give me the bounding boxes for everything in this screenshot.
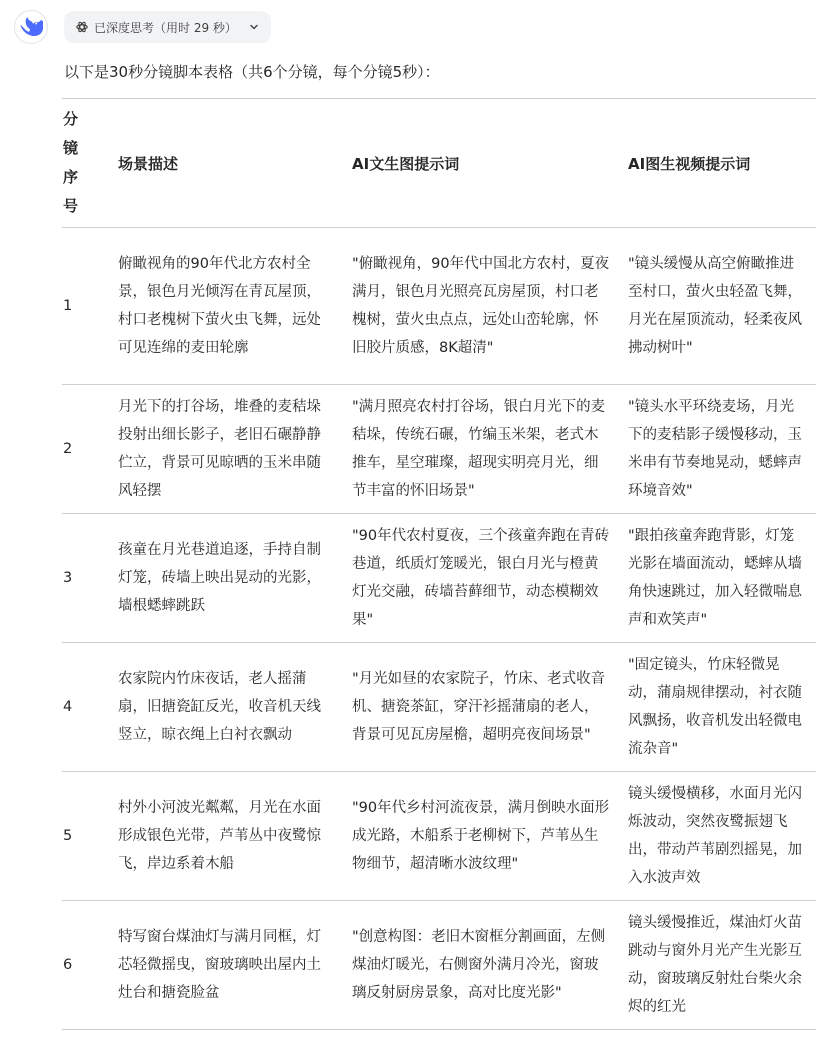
storyboard-table [62,98,816,1030]
chevron-down-icon [249,22,259,32]
header-scene: 场景描述 [118,154,179,173]
header-seq [62,99,118,228]
intro-text: 以下是30秒分镜脚本表格（共6个分镜，每个分镜5秒）： [64,63,440,81]
table-row [62,772,816,901]
i2v-prompt: "固定镜头，竹床轻微晃动，蒲扇规律摆动，衬衣随风飘扬，收音机发出轻微电流杂音" [628,657,802,757]
row-number: 5 [63,828,73,844]
scene-description: 农家院内竹床夜话，老人摇蒲扇，旧搪瓷缸反光，收音机天线竖立，晾衣绳上白衬衣飘动 [118,671,321,743]
table-row [62,901,816,1030]
storyboard-table-container [62,98,816,1030]
i2v-prompt: 镜头缓慢推近，煤油灯火苗跳动与窗外月光产生光影互动，窗玻璃反射灶台柴火余烬的红光 [628,915,802,1015]
t2i-prompt: "俯瞰视角，90年代中国北方农村，夏夜满月，银色月光照亮瓦房屋顶，村口老槐树，萤火虫点点，远处山峦轮廓，怀旧胶片质感，8K超清" [352,256,610,356]
i2v-prompt: "跟拍孩童奔跑背影，灯笼光影在墙面流动，蟋蟀从墙角快速跳过，加入轻微喘息声和欢笑声" [628,528,802,628]
i2v-prompt: 镜头缓慢横移，水面月光闪烁波动，突然夜鹭振翅飞出，带动芦苇剧烈摇晃，加入水波声效 [628,786,802,886]
table-header-row [62,99,816,228]
row-number: 4 [63,699,73,715]
assistant-avatar [14,10,48,44]
i2v-prompt: "镜头水平环绕麦场，月光下的麦秸影子缓慢移动，玉米串有节奏地晃动，蟋蟀声环境音效" [628,399,802,499]
scene-description: 村外小河波光粼粼，月光在水面形成银色光带，芦苇丛中夜鹭惊飞，岸边系着木船 [118,800,321,872]
thinking-label: 已深度思考（用时 29 秒） [94,20,237,35]
row-number: 6 [63,957,73,973]
table-row [62,228,816,385]
table-row [62,385,816,514]
deepseek-whale-icon [19,17,43,37]
t2i-prompt: "90年代农村夏夜，三个孩童奔跑在青砖巷道，纸质灯笼暖光，银白月光与橙黄灯光交融，砖墙苔藓细节，动态模糊效果" [352,528,610,628]
header-t2i: AI文生图提示词 [352,154,460,173]
row-number: 2 [63,441,73,457]
scene-description: 俯瞰视角的90年代北方农村全景，银色月光倾泻在青瓦屋顶，村口老槐树下萤火虫飞舞，远处可见连绵的麦田轮廓 [118,256,321,356]
header-seq-char: 分 [63,110,79,128]
row-number: 3 [63,570,73,586]
t2i-prompt: "90年代乡村河流夜景，满月倒映水面形成光路，木船系于老柳树下，芦苇丛生物细节，超清晰水波纹理" [352,800,610,872]
table-row [62,643,816,772]
header-seq-char: 序 [63,168,79,186]
header-seq-char: 镜 [63,139,79,157]
table-row [62,514,816,643]
t2i-prompt: "满月照亮农村打谷场，银白月光下的麦秸垛，传统石碾，竹编玉米架，老式木推车，星空璀璨，超现实明亮月光，细节丰富的怀旧场景" [352,399,606,499]
header-i2v: AI图生视频提示词 [628,154,751,173]
t2i-prompt: "创意构图：老旧木窗框分割画面，左侧煤油灯暖光，右侧窗外满月冷光，窗玻璃反射厨房景象，高对比度光影" [352,929,606,1001]
atom-icon [76,21,88,33]
scene-description: 孩童在月光巷道追逐，手持自制灯笼，砖墙上映出晃动的光影，墙根蟋蟀跳跃 [118,542,321,614]
scene-description: 月光下的打谷场，堆叠的麦秸垛投射出细长影子，老旧石碾静静伫立，背景可见晾晒的玉米串随风轻摆 [118,399,321,499]
t2i-prompt: "月光如昼的农家院子，竹床、老式收音机、搪瓷茶缸，穿汗衫摇蒲扇的老人，背景可见瓦房屋檐，超明亮夜间场景" [352,671,606,743]
i2v-prompt: "镜头缓慢从高空俯瞰推进至村口，萤火虫轻盈飞舞，月光在屋顶流动，轻柔夜风拂动树叶" [628,256,802,356]
row-number: 1 [63,298,73,314]
header-seq-char: 号 [63,197,79,215]
scene-description: 特写窗台煤油灯与满月同框，灯芯轻微摇曳，窗玻璃映出屋内土灶台和搪瓷脸盆 [118,929,321,1001]
deep-thinking-toggle[interactable] [64,11,271,43]
